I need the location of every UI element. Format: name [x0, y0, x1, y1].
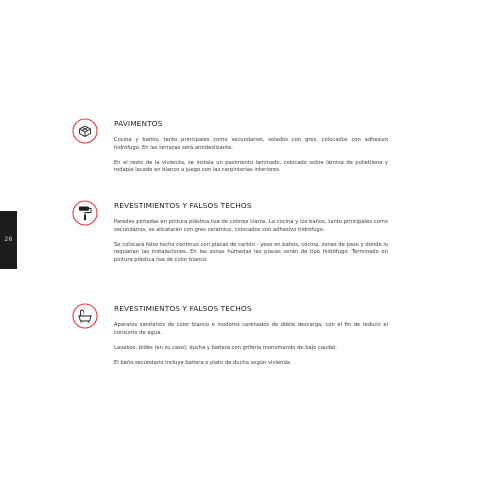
section-title: REVESTIMIENTOS Y FALSOS TECHOS: [114, 304, 252, 313]
paragraph: El baño secundario incluye bañera o plato de ducha según vivienda: [114, 359, 290, 366]
paragraph: Aparatos sanitarios de color blanco e inodoros carenados de doble descarga, con el fin de reducir el consumo de agua.: [114, 322, 388, 336]
bathtub-icon: [72, 303, 98, 329]
section-title: REVESTIMIENTOS Y FALSOS TECHOS: [114, 201, 252, 210]
paragraph: Cocina y baños, tanto principales como secundarios, solados con gres, colocados con adhesivo hidrófugo. En las terrazas será antideslizante.: [114, 137, 388, 151]
tiles-icon: [72, 118, 98, 144]
paint-roller-icon: [72, 200, 98, 226]
paragraph: En el resto de la vivienda, se instala un pavimento laminado, colocado sobre lámina de polietileno y rodapié lacado en blanco a juego con las carpinterías interiores.: [114, 159, 388, 174]
paragraph: Paredes pintadas en pintura plástica lisa de colores claros. La cocina y los baños, tanto principales como secundarios, se alicatarán con gres cerámico, colocados con adhesivo hidrófugo.: [114, 219, 388, 233]
section-title: PAVIMENTOS: [114, 119, 163, 128]
page-number: 26: [4, 236, 13, 243]
paragraph: Se colocará falso techo continuo con placas de cartón - yeso en baños, cocina, zonas de paso y donde lo requieran las instalaciones. En las zonas húmedas las placas serán de tipo hidrófugo. Terminado en pintura plástica lisa de color blanco.: [114, 241, 388, 263]
paragraph: Lavabos, bidés (en su caso), ducha y bañera con grifería monomando de bajo caudal.: [114, 344, 337, 351]
